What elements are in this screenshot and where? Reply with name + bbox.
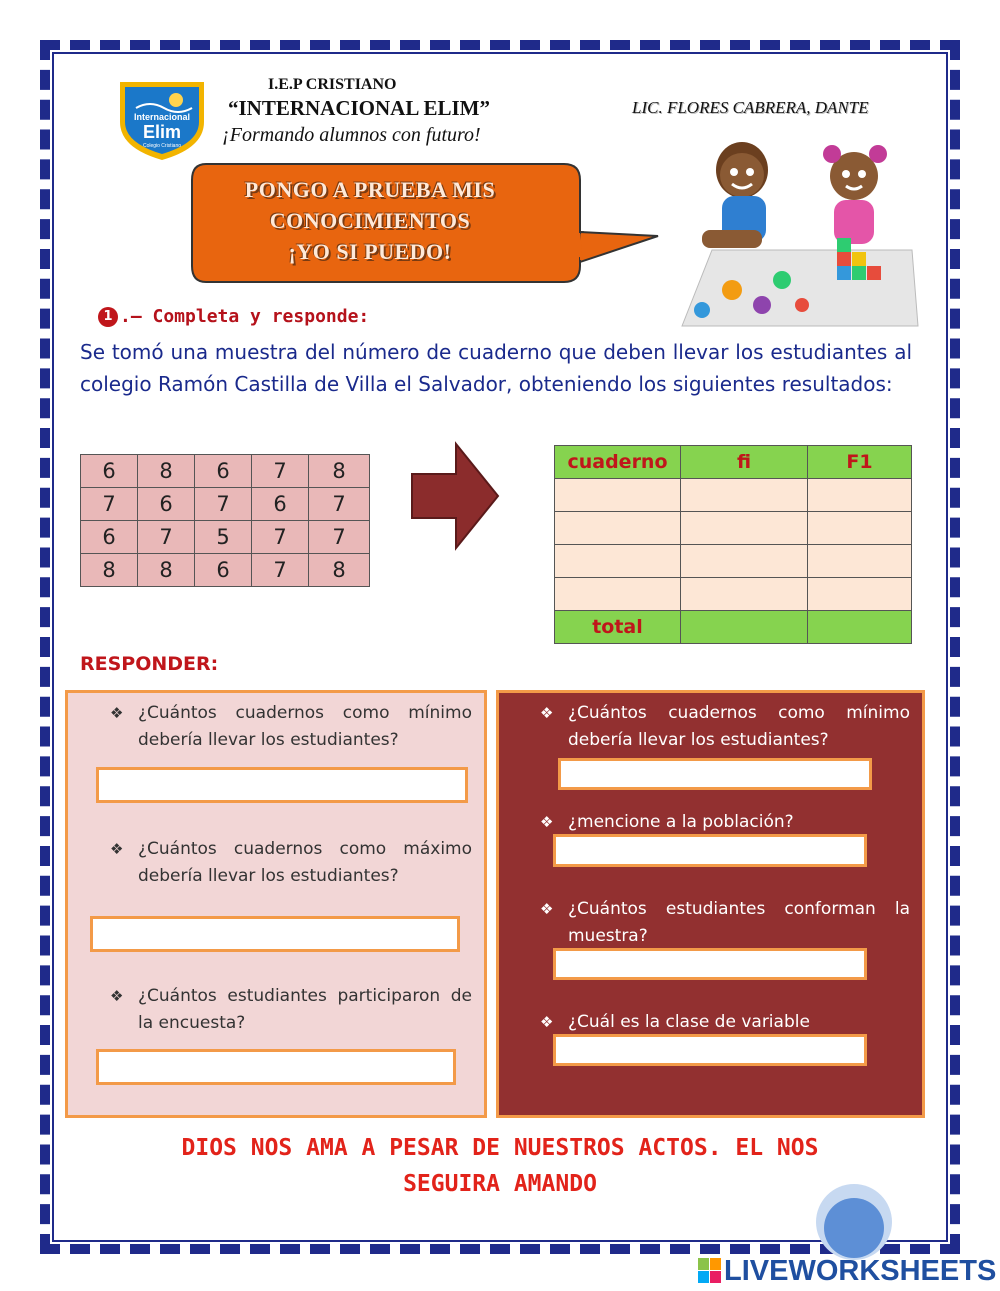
question-text: ¿Cuántos estudiantes participaron de la encuesta? — [138, 986, 472, 1033]
school-type: I.E.P CRISTIANO — [268, 76, 397, 93]
table-cell: 6 — [252, 488, 309, 521]
question-item — [540, 1009, 910, 1036]
answer-input[interactable] — [93, 919, 457, 949]
answer-input[interactable] — [99, 1052, 453, 1082]
question-item — [110, 836, 472, 890]
table-cell: 7 — [252, 521, 309, 554]
table-cell: 6 — [81, 521, 138, 554]
school-logo — [116, 78, 208, 162]
answer-field[interactable] — [90, 916, 460, 952]
question-text: ¿mencione a la población? — [568, 812, 794, 832]
answer-input[interactable] — [561, 761, 869, 787]
question-item — [540, 809, 910, 836]
answer-input[interactable] — [556, 951, 864, 977]
table-row — [81, 554, 370, 587]
table-row — [555, 479, 912, 512]
logo-text-top: Internacional — [133, 112, 191, 122]
teacher-name: LIC. FLORES CABRERA, DANTE — [632, 98, 869, 117]
logo-text-main: Elim — [142, 122, 182, 142]
bullet-icon: ❖ — [540, 1013, 554, 1031]
bullet-icon: ❖ — [540, 704, 554, 722]
table-cell: 7 — [309, 521, 370, 554]
speech-bubble-tail — [580, 228, 660, 268]
table-cell: 8 — [309, 455, 370, 488]
frequency-table — [554, 445, 912, 644]
table-row — [81, 488, 370, 521]
footer-line-1: DIOS NOS AMA A PESAR DE NUESTROS ACTOS. EL NOS — [181, 1135, 819, 1161]
table-cell: 8 — [309, 554, 370, 587]
footer-line-2: SEGUIRA AMANDO — [403, 1171, 597, 1197]
exercise-title: .– Completa y responde: — [120, 306, 370, 327]
table-cell: 7 — [252, 455, 309, 488]
table-cell-input[interactable] — [681, 512, 808, 545]
table-cell-input[interactable] — [555, 512, 681, 545]
answer-field[interactable] — [553, 834, 867, 867]
question-text: ¿Cuántos cuadernos como mínimo debería llevar los estudiantes? — [138, 703, 472, 750]
question-item — [540, 896, 910, 950]
liveworksheets-logo-icon — [698, 1258, 722, 1284]
table-cell: 6 — [138, 488, 195, 521]
logo-text-bottom: Colegio Cristiano — [142, 143, 182, 149]
table-cell-input[interactable] — [555, 545, 681, 578]
decorative-circle — [812, 1180, 896, 1260]
table-cell: 7 — [252, 554, 309, 587]
question-text: ¿Cuántos cuadernos como mínimo debería llevar los estudiantes? — [568, 703, 910, 750]
table-row — [81, 455, 370, 488]
children-painting-illustration — [672, 130, 920, 328]
table-cell: 6 — [81, 455, 138, 488]
table-cell-input[interactable] — [808, 578, 912, 611]
column-header-f1: F1 — [808, 446, 912, 479]
answer-input[interactable] — [556, 837, 864, 864]
table-cell: 5 — [195, 521, 252, 554]
sample-data-table — [80, 454, 370, 587]
bubble-line-1: PONGO A PRUEBA MIS — [244, 177, 496, 202]
right-arrow-icon — [408, 440, 500, 552]
question-text: ¿Cuál es la clase de variable — [568, 1012, 810, 1032]
bullet-icon: ❖ — [110, 987, 124, 1005]
exercise-intro: Se tomó una muestra del número de cuaderno que deben llevar los estudiantes al colegio Ramón Castilla de Villa el Salvador, obteniendo los siguientes resultados: — [80, 340, 912, 396]
question-item — [110, 700, 472, 754]
exercise-number-badge: 1 — [98, 307, 118, 327]
table-row — [555, 578, 912, 611]
table-cell: 8 — [81, 554, 138, 587]
table-cell-input[interactable] — [555, 479, 681, 512]
table-cell-input[interactable] — [681, 611, 808, 644]
table-total-row — [555, 611, 912, 644]
answer-field[interactable] — [553, 1034, 867, 1066]
question-item — [110, 983, 472, 1037]
bubble-line-3: ¡YO SI PUEDO! — [288, 239, 452, 264]
answer-field[interactable] — [96, 767, 468, 803]
answer-field[interactable] — [558, 758, 872, 790]
table-cell: 7 — [195, 488, 252, 521]
answer-input[interactable] — [99, 770, 465, 800]
table-cell-input[interactable] — [681, 578, 808, 611]
column-header-cuaderno: cuaderno — [555, 446, 681, 479]
table-cell-input[interactable] — [808, 611, 912, 644]
question-text: ¿Cuántos estudiantes conforman la muestra? — [568, 899, 910, 946]
question-item — [540, 700, 910, 754]
answer-field[interactable] — [553, 948, 867, 980]
table-cell: 6 — [195, 554, 252, 587]
table-cell: 7 — [81, 488, 138, 521]
bullet-icon: ❖ — [110, 704, 124, 722]
table-cell-input[interactable] — [681, 479, 808, 512]
bullet-icon: ❖ — [110, 840, 124, 858]
table-cell-input[interactable] — [808, 512, 912, 545]
bullet-icon: ❖ — [540, 813, 554, 831]
bubble-text — [190, 174, 550, 267]
column-header-fi: fi — [681, 446, 808, 479]
responder-heading: RESPONDER: — [80, 653, 219, 675]
bullet-icon: ❖ — [540, 900, 554, 918]
table-cell-input[interactable] — [808, 479, 912, 512]
table-cell-input[interactable] — [681, 545, 808, 578]
school-name: “INTERNACIONAL ELIM” — [228, 96, 490, 120]
table-cell: 6 — [195, 455, 252, 488]
table-cell: 7 — [138, 521, 195, 554]
table-header-row — [555, 446, 912, 479]
liveworksheets-brand[interactable]: LIVEWORKSHEETS — [724, 1255, 997, 1287]
school-motto: ¡Formando alumnos con futuro! — [222, 124, 481, 146]
question-text: ¿Cuántos cuadernos como máximo debería llevar los estudiantes? — [138, 839, 472, 886]
table-cell: 8 — [138, 455, 195, 488]
table-row — [555, 545, 912, 578]
total-label: total — [555, 611, 681, 644]
answer-field[interactable] — [96, 1049, 456, 1085]
table-cell-input[interactable] — [555, 578, 681, 611]
table-cell-input[interactable] — [808, 545, 912, 578]
bubble-line-2: CONOCIMIENTOS — [269, 208, 471, 233]
table-cell: 7 — [309, 488, 370, 521]
table-row — [555, 512, 912, 545]
table-cell: 8 — [138, 554, 195, 587]
table-row — [81, 521, 370, 554]
footer-message — [80, 1130, 920, 1202]
answer-input[interactable] — [556, 1037, 864, 1063]
